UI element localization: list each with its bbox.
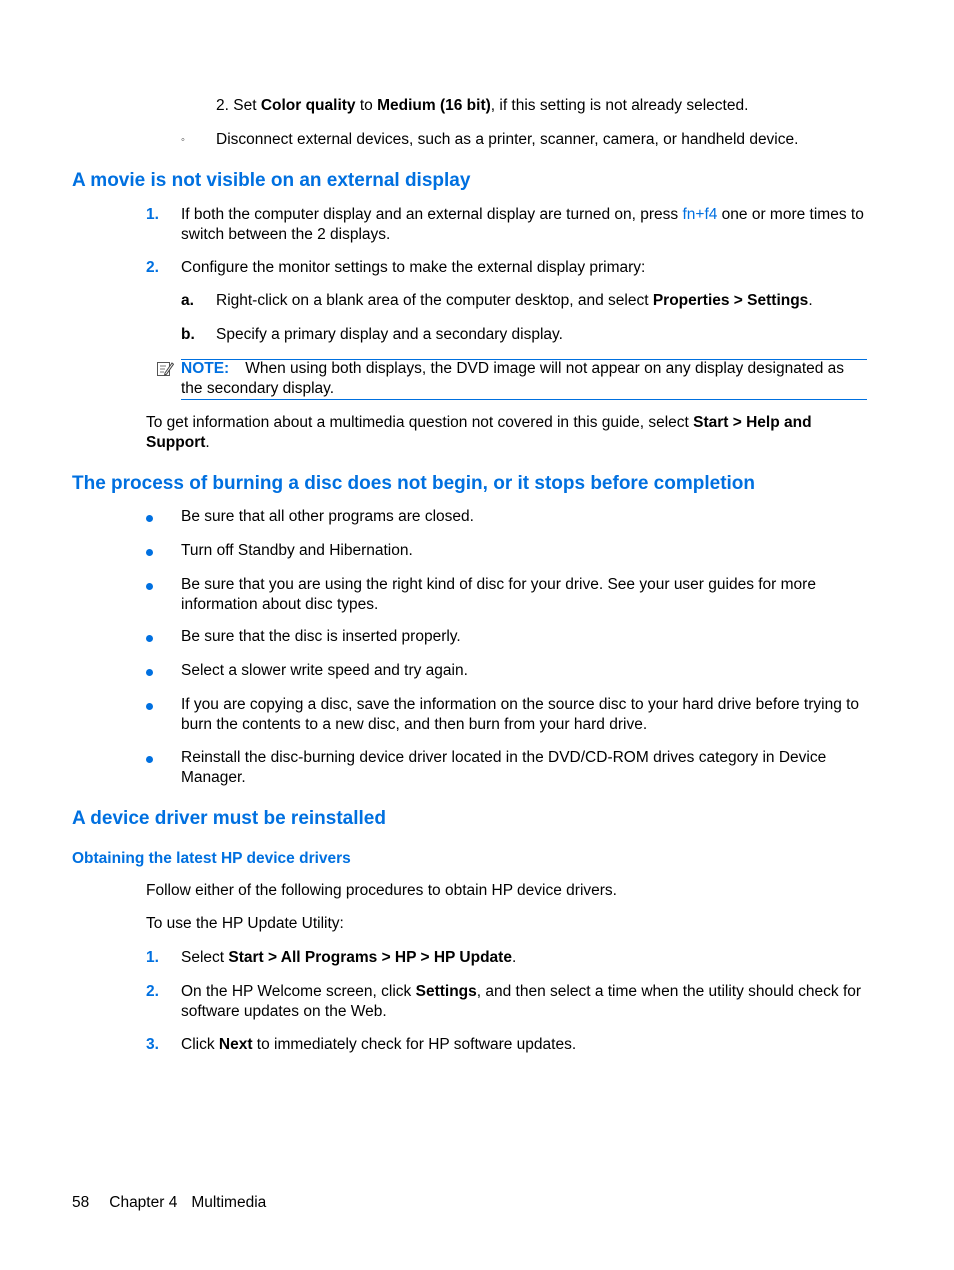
hollow-bullet-icon: ◦ (181, 134, 185, 146)
bullet-icon (144, 542, 156, 561)
note-label: NOTE: (181, 360, 230, 377)
chapter-title: Multimedia (191, 1194, 267, 1211)
section-heading-movie: A movie is not visible on an external display (72, 170, 471, 191)
list-item: Be sure that all other programs are closed. (181, 508, 474, 525)
text-run: On the HP Welcome screen, click (181, 983, 416, 1000)
text-run: . (511, 949, 517, 966)
page-number: 58 (72, 1194, 90, 1211)
bold-term: Start > All Programs > HP > HP Update (228, 949, 512, 966)
section-heading-burning: The process of burning a disc does not begin, or it stops before completion (72, 473, 756, 494)
note-text: When using both displays, the DVD image will not appear on any display designated as the secondary display. (181, 360, 845, 397)
list-item: Select a slower write speed and try again. (181, 662, 468, 679)
text-run: to (355, 97, 378, 114)
subsection-heading-drivers: Obtaining the latest HP device drivers (72, 850, 351, 867)
sub-letter: a. (181, 292, 194, 309)
list-item: Be sure that you are using the right kind of disc for your drive. See your user guides for more information about disc types. (181, 576, 816, 613)
list-item: If you are copying a disc, save the information on the source disc to your hard drive before trying to burn the contents to a new disc, and then burn from your hard drive. (181, 696, 860, 733)
text-run: To get information about a multimedia question not covered in this guide, select (146, 414, 694, 431)
bold-term: Medium (16 bit) (377, 97, 491, 114)
bullet-icon (144, 696, 156, 715)
intro-paragraph-2: To use the HP Update Utility: (146, 915, 344, 932)
list-item: Turn off Standby and Hibernation. (181, 542, 413, 559)
text-run: , if this setting is not already selected. (490, 97, 749, 114)
list-number: 2. (146, 259, 159, 276)
text-run: Right-click on a blank area of the computer desktop, and select (216, 292, 653, 309)
bold-term: Start > Help and Support (146, 414, 812, 451)
intro-paragraph: Follow either of the following procedures to obtain HP device drivers. (146, 882, 617, 899)
bullet-icon (144, 749, 156, 768)
text-run: . (808, 292, 813, 309)
bold-term: Settings (415, 983, 477, 1000)
sub-item-a (216, 291, 871, 311)
info-paragraph (146, 413, 871, 452)
text-run: one or more times to switch between the 2 displays. (181, 206, 864, 243)
bullet-icon (144, 576, 156, 595)
bullet-icon (144, 508, 156, 527)
bold-term: Next (218, 1036, 253, 1053)
chapter-label: Chapter 4 (109, 1194, 178, 1211)
note-content (181, 359, 867, 398)
list-number: 1. (146, 206, 159, 223)
sub-item-b: Specify a primary display and a secondary display. (216, 326, 563, 343)
section-heading-driver: A device driver must be reinstalled (72, 808, 386, 829)
list-number: 2. (146, 983, 159, 1000)
bold-term: Color quality (260, 97, 356, 114)
text-run: . (205, 433, 210, 451)
list-number: 1. (146, 949, 159, 966)
update-step-1 (181, 948, 871, 968)
bullet-icon (144, 628, 156, 647)
fn-f4-link[interactable]: fn+f4 (682, 206, 718, 223)
bold-term: Properties > Settings (652, 292, 809, 309)
step-number: 2. Set (216, 97, 261, 114)
sub-letter: b. (181, 326, 195, 343)
step-2-color-quality (216, 96, 871, 116)
list-item-1 (181, 205, 871, 244)
update-step-2 (181, 982, 871, 1021)
text-run: Click (181, 1036, 219, 1053)
note-pencil-icon (156, 360, 174, 378)
list-number: 3. (146, 1036, 159, 1053)
list-item-2: Configure the monitor settings to make the external display primary: (181, 259, 646, 276)
text-run: , and then select a time when the utility should check for software updates on the Web. (181, 983, 862, 1020)
list-item: Be sure that the disc is inserted properly. (181, 628, 461, 645)
bullet-icon (144, 662, 156, 681)
text-run: If both the computer display and an external display are turned on, press (181, 206, 683, 223)
text-run: Select (181, 949, 229, 966)
update-step-3 (181, 1035, 871, 1055)
text-run: to immediately check for HP software updates. (252, 1036, 577, 1053)
page-footer (72, 1193, 266, 1213)
list-item: Reinstall the disc-burning device driver located in the DVD/CD-ROM drives category in Device Manager. (181, 749, 827, 786)
sub-bullet-text: Disconnect external devices, such as a printer, scanner, camera, or handheld device. (216, 131, 799, 148)
